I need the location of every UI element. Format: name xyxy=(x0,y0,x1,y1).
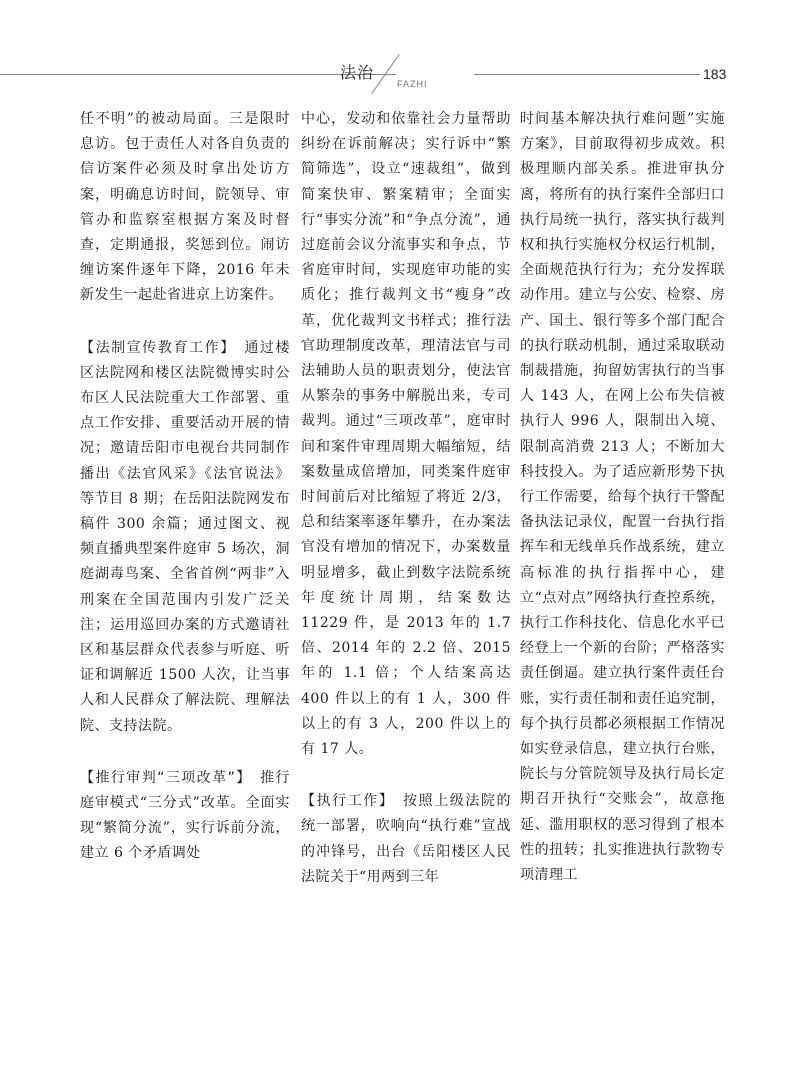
text-column-2 xyxy=(301,107,511,890)
paragraph xyxy=(301,789,511,890)
section-subtitle: FAZHI xyxy=(397,79,428,89)
paragraph-body: 通过楼区法院网和楼区法院微博实时公布区人民法院重大工作部署、重点工作安排、重要活动开展的情况；邀请岳阳市电视台共同制作播出《法官风采》《法官说法》等节目 8 期；在岳阳法院网发布稿件 300 余篇；通过图文、视频直播典型案件庭审 5 场次，洞庭湖毒鸟案、全省首例“两非”入刑案在全国范围内引发广泛关注；运用巡回办案的方式邀请社区和基层群众代表参与听庭、听证和调解近 1500 人次，让当事人和人民群众了解法院、理解法院、支持法院。 xyxy=(80,339,291,734)
section-title: 法治 xyxy=(340,63,375,82)
section-heading: 【法制宣传教育工作】 xyxy=(80,339,229,356)
page-header xyxy=(0,0,793,110)
header-rule-right xyxy=(474,74,700,75)
paragraph: 中心，发动和依靠社会力量帮助纠纷在诉前解决；实行诉中“繁简筛选”，设立“速裁组”，做到简案快审、繁案精审；全面实行“事实分流”和“争点分流”，通过庭前会议分流事实和争点，节省庭审时间，实现庭审功能的实质化；推行裁判文书“瘦身”改革，优化裁判文书样式；推行法官助理制度改革，理清法官与司法辅助人员的职责划分，使法官从繁杂的事务中解脱出来，专司裁判。通过“三项改革”，庭审时间和案件审理周期大幅缩短，结案数量成倍增加，同类案件庭审时间前后对比缩短了将近 2/3，总和结案率逐年攀升，在办案法官没有增加的情况下，办案数量明显增多，截止到数字法院系统年度统计周期，结案数达 11229 件，是 2013 年的 1.7 倍、2014 年的 2.2 倍、2015 年的 1.1 倍；个人结案高达 400 件以上的有 1 人，300 件以上的有 3 人，200 件以上的有 17 人。 xyxy=(301,111,511,758)
section-heading: 【执行工作】 xyxy=(301,793,388,810)
paragraph: 时间基本解决执行难问题”实施方案》，目前取得初步成效。积极理顺内部关系。推进审执分离，将所有的执行案件全部归口执行局统一执行，落实执行裁判权和执行实施权分权运行机制，全面规范执行行为；充分发挥联动作用。建立与公安、检察、房产、国土、银行等多个部门配合的执行联动机制，通过采取联动制裁措施，拘留妨害执行的当事人 143 人，在网上公布失信被执行人 996 人，限制出入境、限制高消费 213 人；不断加大科技投入。为了适应新形势下执行工作需要，给每个执行干警配备执法记录仪，配置一台执行指挥车和无线单兵作战系统，建立高标准的执行指挥中心，建立“点对点”网络执行查控系统，执行工作科技化、信息化水平已经登上一个新的台阶；严格落实责任倒逼。建立执行案件责任台账，实行责任制和责任追究制，每个执行员都必须根据工作情况如实登录信息，建立执行台账，院长与分管院领导及执行局长定期召开执行“交账会”，故意拖延、滥用职权的恶习得到了根本性的扭转；扎实推进执行款物专项清理工 xyxy=(520,111,725,884)
paragraph xyxy=(80,336,290,739)
paragraph: 任不明”的被动局面。三是限时息访。包于责任人对各自负责的信访案件必须及时拿出处访方案，明确息访时间，院领导、审管办和监察室根据方案及时督查，定期通报，奖惩到位。闹访缠访案件逐年下降，2016 年未新发生一起赴省进京上访案件。 xyxy=(80,111,290,304)
paragraph-body: 按照上级法院的统一部署，吹响向“执行难”宣战的冲锋号，出台《岳阳楼区人民法院关于“用两到三年 xyxy=(301,793,512,885)
section-heading: 【推行审判“三项改革”】 xyxy=(80,769,245,786)
text-column-3 xyxy=(520,107,725,888)
paragraph-body: 推行庭审模式“三分式”改革。全面实现“繁简分流”，实行诉前分流，建立 6 个矛盾调处 xyxy=(80,769,291,862)
header-rule-left xyxy=(0,74,396,75)
text-column-1 xyxy=(80,107,290,867)
page-number: 183 xyxy=(703,66,727,82)
paragraph xyxy=(80,766,290,867)
